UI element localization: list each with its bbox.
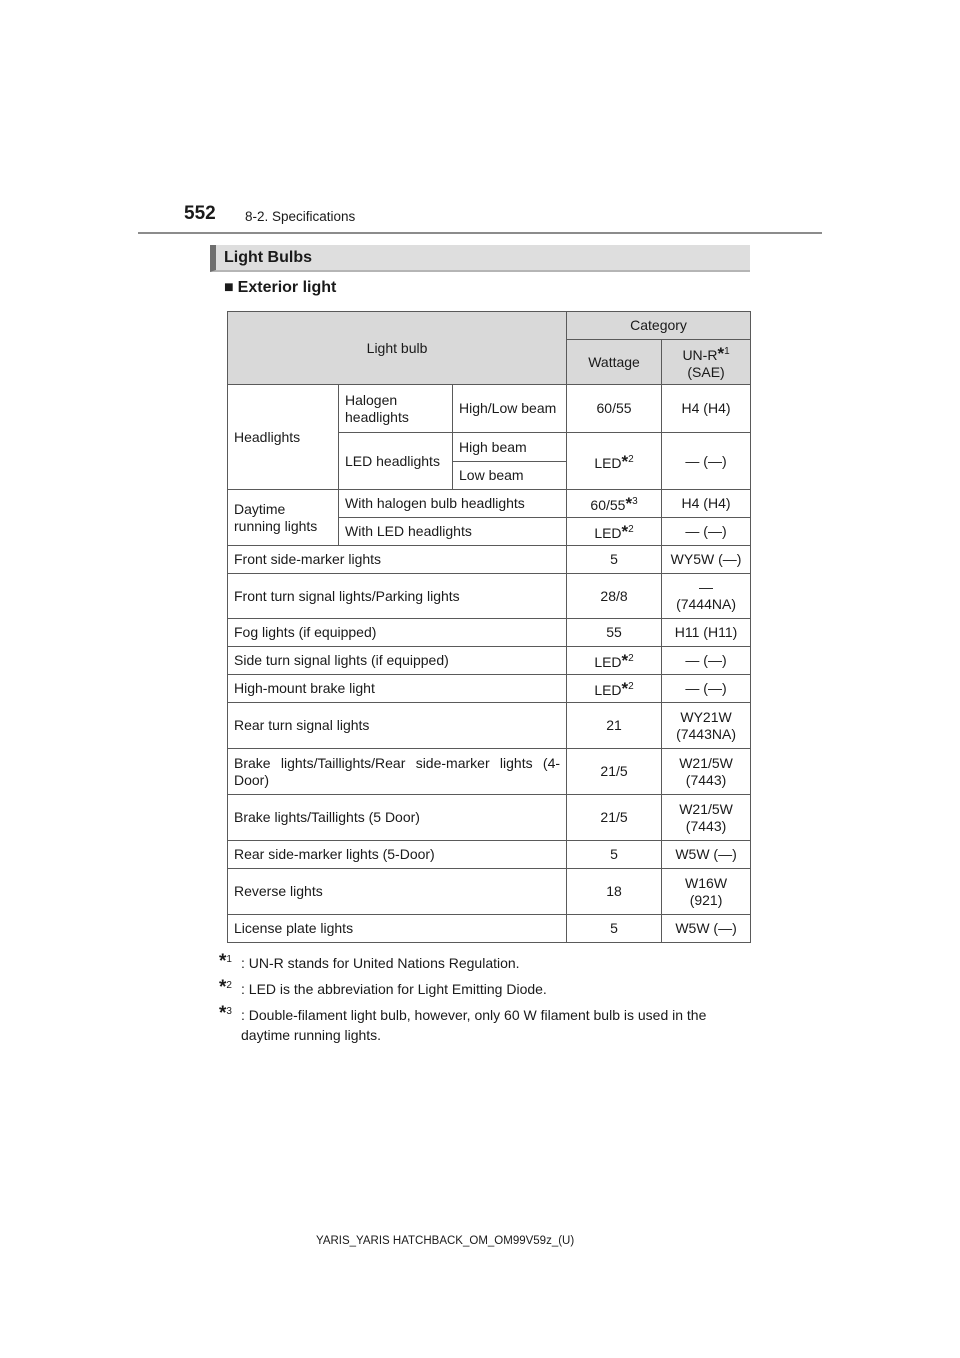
footnote-marker: * <box>621 679 629 698</box>
row-wattage-value: LED <box>594 682 622 698</box>
header-wattage: Wattage <box>567 340 662 385</box>
row-category <box>662 749 751 795</box>
footnote-marker: * <box>219 951 227 972</box>
led-low-beam: Low beam <box>453 462 567 490</box>
row-category-line-1: W16W <box>685 874 728 891</box>
row-name: Rear side-marker lights (5-Door) <box>228 841 567 869</box>
led-headlights-wattage <box>567 433 662 490</box>
footnote-3 <box>219 1002 751 1045</box>
light-bulb-table <box>227 311 751 943</box>
daytime-led-category: — (—) <box>662 518 751 546</box>
topic-title: Light Bulbs <box>224 249 312 266</box>
header-category: Category <box>567 312 751 340</box>
footnote-number: 3 <box>632 496 638 507</box>
row-wattage: 28/8 <box>567 574 662 619</box>
daytime-halogen-wattage <box>567 490 662 518</box>
led-high-beam: High beam <box>453 433 567 462</box>
halogen-beam-type: High/Low beam <box>453 385 567 433</box>
row-category: W5W (—) <box>662 915 751 943</box>
header-unr-label: UN-R <box>682 347 718 363</box>
section-title: 8-2. Specifications <box>245 209 356 224</box>
footnote-text-continued: daytime running lights. <box>241 1027 382 1043</box>
footnote-number: 2 <box>628 681 634 692</box>
header-rule <box>138 232 822 234</box>
row-category-line-2: (7444NA) <box>676 596 736 612</box>
footnote-text: : LED is the abbreviation for Light Emitting Diode. <box>241 981 547 997</box>
footnote-text: : Double-filament light bulb, however, only 60 W filament bulb is used in the <box>241 1007 707 1023</box>
footnote-marker: * <box>621 651 629 670</box>
row-category <box>662 795 751 841</box>
header-light-bulb: Light bulb <box>228 312 567 385</box>
row-wattage: 21/5 <box>567 749 662 795</box>
header-sae: (SAE) <box>687 364 725 380</box>
daytime-led-wattage <box>567 518 662 546</box>
row-name: Brake lights/Taillights (5 Door) <box>228 795 567 841</box>
row-category <box>662 869 751 915</box>
daytime-halogen-category: H4 (H4) <box>662 490 751 518</box>
footnote-2 <box>219 976 751 999</box>
row-wattage: 55 <box>567 619 662 647</box>
row-wattage: 21 <box>567 703 662 749</box>
footnote-marker: * <box>219 977 227 998</box>
row-wattage: 18 <box>567 869 662 915</box>
footnote-number: 2 <box>628 453 634 465</box>
row-name: Front turn signal lights/Parking lights <box>228 574 567 619</box>
subheading <box>224 279 336 297</box>
row-wattage: 5 <box>567 546 662 574</box>
footnote-1 <box>219 950 751 973</box>
footnote-number: 2 <box>226 980 232 991</box>
footnote-number: 3 <box>226 1006 232 1017</box>
row-category-line-1: W21/5W <box>679 754 733 771</box>
footnote-mark <box>219 950 241 973</box>
row-category-line-1: W21/5W <box>679 800 733 817</box>
row-category-line-2: (921) <box>689 891 723 908</box>
row-name: High-mount brake light <box>228 675 567 703</box>
row-wattage <box>567 647 662 675</box>
footnote-marker: * <box>219 1003 227 1024</box>
led-headlights-wattage-value: LED <box>594 454 622 471</box>
daytime-led-type: With LED headlights <box>339 518 567 546</box>
row-category <box>662 574 751 619</box>
subheading-text: Exterior light <box>237 279 337 296</box>
row-category: W5W (—) <box>662 841 751 869</box>
row-category-line-1: — <box>699 579 714 595</box>
row-name: Rear turn signal lights <box>228 703 567 749</box>
led-headlights-category: — (—) <box>662 433 751 490</box>
halogen-headlights-label: Halogen headlights <box>339 385 453 433</box>
halogen-category: H4 (H4) <box>662 385 751 433</box>
headlights-label: Headlights <box>228 385 339 490</box>
square-icon: ■ <box>224 279 234 296</box>
halogen-wattage: 60/55 <box>567 385 662 433</box>
row-wattage: 21/5 <box>567 795 662 841</box>
footnote-text: : UN-R stands for United Nations Regulation. <box>241 955 520 971</box>
daytime-label: Daytime running lights <box>228 490 339 546</box>
topic-bar <box>210 245 750 272</box>
footnote-mark <box>219 976 241 999</box>
led-headlights-label: LED headlights <box>339 433 453 490</box>
footnote-number: 2 <box>628 653 634 664</box>
footnote-number: 2 <box>628 524 634 535</box>
footnote-number: 1 <box>724 346 730 357</box>
row-name: Front side-marker lights <box>228 546 567 574</box>
row-category: — (—) <box>662 647 751 675</box>
page-number: 552 <box>184 203 216 224</box>
daytime-led-wattage-value: LED <box>594 525 622 541</box>
row-name: Brake lights/Taillights/Rear side-marker lights (4-Door) <box>228 749 567 795</box>
footnote-marker: * <box>625 494 633 513</box>
footer-doc-id: YARIS_YARIS HATCHBACK_OM_OM99V59z_(U) <box>316 1235 575 1247</box>
daytime-halogen-wattage-value: 60/55 <box>590 497 626 513</box>
row-category <box>662 703 751 749</box>
row-category-line-2: (7443NA) <box>676 725 736 742</box>
row-name: License plate lights <box>228 915 567 943</box>
footnote-marker: * <box>621 451 629 471</box>
row-category: WY5W (—) <box>662 546 751 574</box>
row-category-line-2: (7443) <box>685 817 727 834</box>
row-category: — (—) <box>662 675 751 703</box>
row-wattage: 5 <box>567 915 662 943</box>
row-category-line-2: (7443) <box>685 771 727 788</box>
row-wattage: 5 <box>567 841 662 869</box>
row-wattage <box>567 675 662 703</box>
footnote-marker: * <box>717 344 725 363</box>
footnote-number: 1 <box>226 954 232 965</box>
row-category: H11 (H11) <box>662 619 751 647</box>
row-name: Reverse lights <box>228 869 567 915</box>
row-category-line-1: WY21W <box>680 708 732 725</box>
daytime-halogen-type: With halogen bulb headlights <box>339 490 567 518</box>
footnote-marker: * <box>621 522 629 541</box>
header-unr <box>662 340 751 385</box>
footnote-mark <box>219 1002 241 1025</box>
row-wattage-value: LED <box>594 654 622 670</box>
row-name: Side turn signal lights (if equipped) <box>228 647 567 675</box>
row-name: Fog lights (if equipped) <box>228 619 567 647</box>
